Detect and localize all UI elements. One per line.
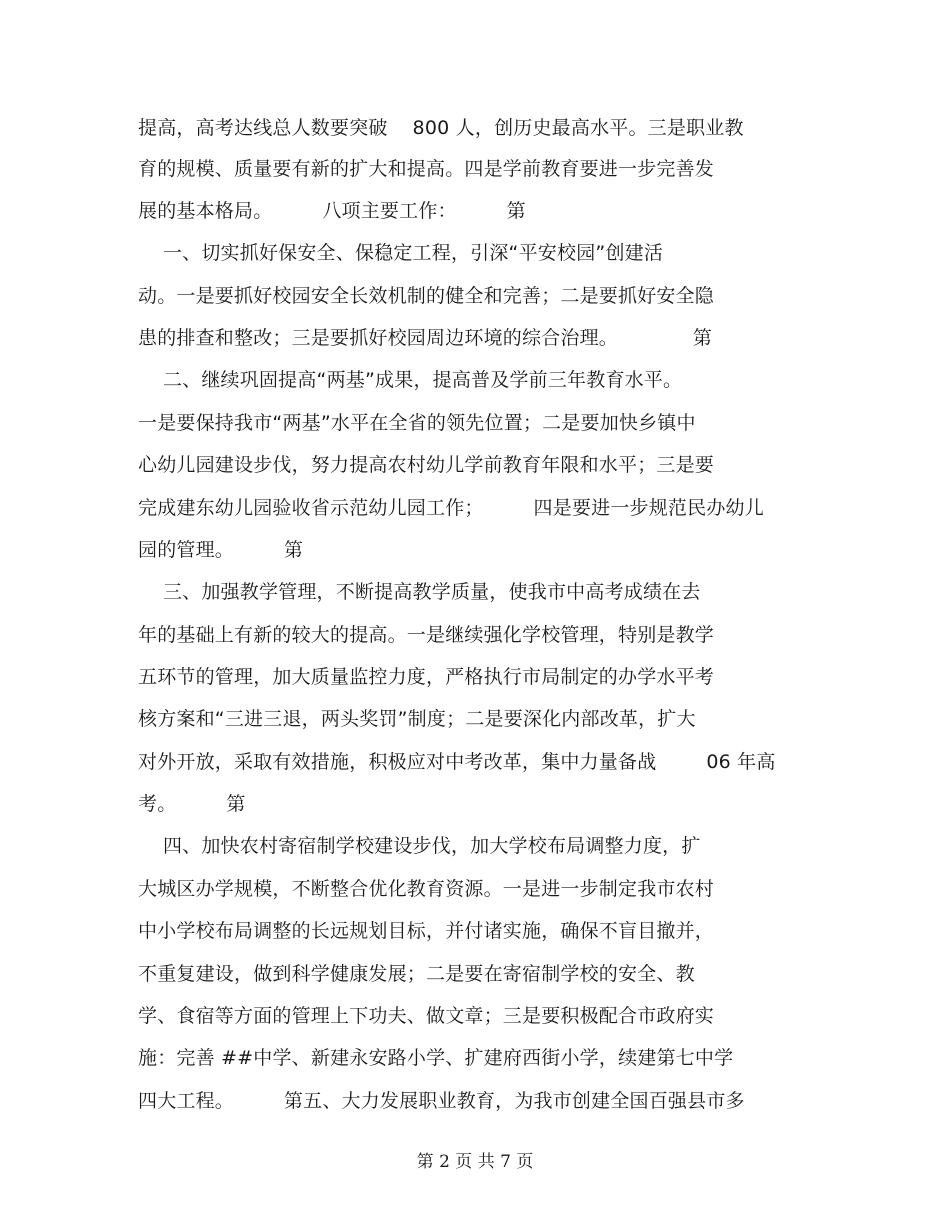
text-line: 四大工程。 第五、大力发展职业教育，为我市创建全国百强县市多 — [138, 1090, 745, 1112]
text-line: 五环节的管理，加大质量监控力度，严格执行市局制定的办学水平考 — [138, 666, 715, 688]
text-line: 一是要保持我市“两基”水平在全省的领先位置；二是要加快乡镇中 — [138, 412, 696, 434]
text-line: 患的排查和整改；三是要抓好校园周边环境的综合治理。 第 — [138, 327, 713, 349]
text-line: 学、食宿等方面的管理上下功夫、做文章；三是要积极配合市政府实 — [138, 1005, 715, 1027]
text-line: 大城区办学规模，不断整合优化教育资源。一是进一步制定我市农村 — [138, 878, 715, 900]
text-line: 展的基本格局。 八项主要工作： 第 — [138, 200, 526, 222]
text-line: 一、切实抓好保安全、保稳定工程，引深“平安校园”创建活 — [138, 242, 664, 264]
text-line: 育的规模、质量要有新的扩大和提高。四是学前教育要进一步完善发 — [138, 158, 715, 180]
page-number-footer: 第 2 页 共 7 页 — [416, 1152, 534, 1172]
text-line: 考。 第 — [138, 793, 246, 815]
text-line: 年的基础上有新的较大的提高。一是继续强化学校管理，特别是教学 — [138, 624, 715, 646]
text-line: 核方案和“三进三退，两头奖罚”制度；二是要深化内部改革，扩大 — [138, 708, 696, 730]
text-line: 提高，高考达线总人数要突破 800 人，创历史最高水平。三是职业教 — [138, 117, 744, 139]
text-line: 施：完善 ##中学、新建永安路小学、扩建府西街小学，续建第七中学 — [138, 1047, 734, 1069]
text-line: 对外开放，采取有效措施，积极应对中考改革，集中力量备战 06 年高 — [138, 751, 776, 773]
text-line: 动。一是要抓好校园安全长效机制的健全和完善；二是要抓好安全隐 — [138, 285, 715, 307]
text-line: 完成建东幼儿园验收省示范幼儿园工作； 四是要进一步规范民办幼儿 — [138, 497, 764, 519]
text-line: 中小学校布局调整的长远规划目标，并付诸实施，确保不盲目撤并， — [138, 920, 715, 942]
text-line: 不重复建设，做到科学健康发展；二是要在寄宿制学校的安全、教 — [138, 963, 695, 985]
text-line: 四、加快农村寄宿制学校建设步伐，加大学校布局调整力度，扩 — [138, 835, 701, 857]
text-line: 三、加强教学管理，不断提高教学质量，使我市中高考成绩在去 — [138, 581, 701, 603]
text-line: 心幼儿园建设步伐，努力提高农村幼儿学前教育年限和水平；三是要 — [138, 454, 715, 476]
text-line: 二、继续巩固提高“两基”成果，提高普及学前三年教育水平。 — [138, 369, 683, 391]
text-line: 园的管理。 第 — [138, 539, 304, 561]
